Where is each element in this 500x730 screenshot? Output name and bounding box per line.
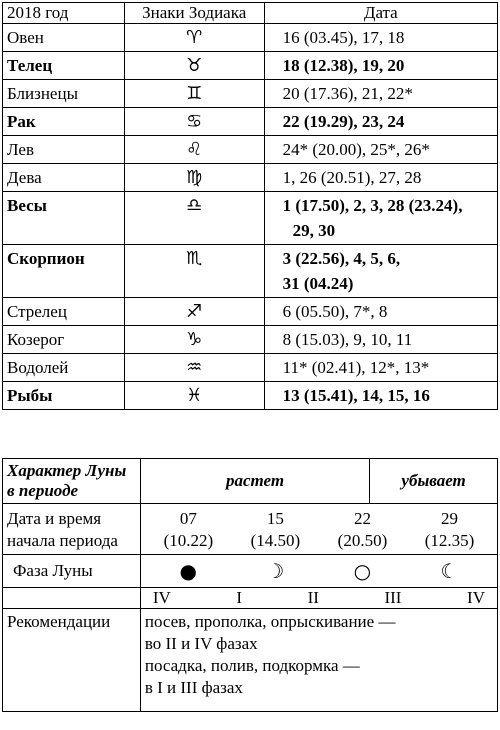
- table-row: [3, 326, 498, 354]
- recommendation-line: в I и III фазах: [144, 678, 243, 697]
- sign-name: Телец: [3, 52, 125, 80]
- sign-dates: 20 (17.36), 21, 22*: [264, 80, 497, 108]
- sign-name: Дева: [3, 164, 125, 192]
- period-date: [319, 508, 406, 552]
- capricorn-icon: ♑: [124, 326, 264, 354]
- phase-numbers: [145, 588, 493, 608]
- sign-name: Близнецы: [3, 80, 125, 108]
- recommendation-line: во II и IV фазах: [144, 634, 258, 653]
- period-date: [406, 508, 493, 552]
- aquarius-icon: ♒: [124, 354, 264, 382]
- period-time: (14.50): [250, 531, 301, 550]
- table-row: [3, 382, 498, 410]
- sign-dates-line-2: 31 (04.24): [282, 274, 354, 293]
- sign-name: Стрелец: [3, 298, 125, 326]
- libra-icon: ♎: [124, 192, 264, 245]
- sign-dates: [264, 245, 497, 298]
- period-date: [232, 508, 319, 552]
- table-row: [3, 108, 498, 136]
- zodiac-table: [2, 2, 498, 410]
- recommendations-label: Рекомендации: [3, 609, 141, 712]
- year-header: 2018 год: [3, 3, 125, 24]
- recommendation-line: посадка, полив, подкормка —: [144, 656, 360, 675]
- period-label-line-1: Дата и время: [7, 509, 102, 528]
- recommendations-row: [3, 609, 498, 712]
- sign-name: Овен: [3, 24, 125, 52]
- sign-dates: 8 (15.03), 9, 10, 11: [264, 326, 497, 354]
- moon-phase-table: [2, 458, 498, 712]
- table-row: [3, 192, 498, 245]
- period-time: (20.50): [337, 531, 388, 550]
- phase-number: IV: [467, 588, 485, 607]
- table-row: [3, 24, 498, 52]
- table-row: [3, 52, 498, 80]
- table-row: [3, 298, 498, 326]
- leo-icon: ♌: [124, 136, 264, 164]
- first-quarter-moon-icon: ☽: [266, 559, 285, 583]
- sign-name: Рыбы: [3, 382, 125, 410]
- sign-name: Рак: [3, 108, 125, 136]
- period-time: (12.35): [424, 531, 475, 550]
- sign-name: Скорпион: [3, 245, 125, 298]
- sign-name: Водолей: [3, 354, 125, 382]
- table-row: [3, 80, 498, 108]
- period-dates: [145, 508, 493, 552]
- sign-dates: [264, 192, 497, 245]
- moon-growing: растет: [140, 459, 369, 504]
- scorpio-icon: ♏: [124, 245, 264, 298]
- sign-dates: 11* (02.41), 12*, 13*: [264, 354, 497, 382]
- last-quarter-moon-icon: ☾: [440, 559, 459, 583]
- period-start-label: [3, 504, 141, 555]
- sign-name: Весы: [3, 192, 125, 245]
- phase-number-row: [3, 588, 498, 609]
- moon-character-label-line-2: в периоде: [7, 481, 79, 500]
- moon-character-row: [3, 459, 498, 504]
- new-moon-icon: ○: [353, 559, 372, 583]
- phase-number: I: [236, 588, 243, 607]
- signs-header: Знаки Зодиака: [124, 3, 264, 24]
- sign-dates-line-2: 29, 30: [292, 221, 336, 240]
- zodiac-header-row: [3, 3, 498, 24]
- taurus-icon: ♉: [124, 52, 264, 80]
- sign-dates-line-1: 1 (17.50), 2, 3, 28 (23.24),: [282, 196, 463, 215]
- table-row: [3, 354, 498, 382]
- recommendation-line: посев, прополка, опрыскивание —: [144, 612, 396, 631]
- virgo-icon: ♍: [124, 164, 264, 192]
- moon-character-label-line-1: Характер Луны: [7, 461, 127, 480]
- gemini-icon: ♊: [124, 80, 264, 108]
- sign-dates: 22 (19.29), 23, 24: [264, 108, 497, 136]
- period-start-row: [3, 504, 498, 555]
- sign-name: Лев: [3, 136, 125, 164]
- table-row: [3, 245, 498, 298]
- period-day: 15: [266, 509, 284, 528]
- period-day: 07: [179, 509, 197, 528]
- period-dates-cell: [140, 504, 497, 555]
- sign-dates: 16 (03.45), 17, 18: [264, 24, 497, 52]
- phase-numbers-cell: [140, 588, 497, 609]
- phase-number-spacer: [3, 588, 141, 609]
- recommendations-text: [140, 609, 497, 712]
- phase-icons: [145, 555, 493, 587]
- sagittarius-icon: ♐: [124, 298, 264, 326]
- sign-dates: 6 (05.50), 7*, 8: [264, 298, 497, 326]
- period-time: (10.22): [163, 531, 214, 550]
- moon-waning: убывает: [370, 459, 498, 504]
- phase-label: Фаза Луны: [3, 555, 141, 588]
- aries-icon: ♈: [124, 24, 264, 52]
- phase-icons-cell: [140, 555, 497, 588]
- pisces-icon: ♓: [124, 382, 264, 410]
- dates-header: Дата: [264, 3, 497, 24]
- table-row: [3, 164, 498, 192]
- phase-number: II: [307, 588, 319, 607]
- table-row: [3, 136, 498, 164]
- cancer-icon: ♋: [124, 108, 264, 136]
- period-date: [145, 508, 232, 552]
- sign-dates: 1, 26 (20.51), 27, 28: [264, 164, 497, 192]
- sign-dates-line-1: 3 (22.56), 4, 5, 6,: [282, 249, 401, 268]
- sign-dates: 24* (20.00), 25*, 26*: [264, 136, 497, 164]
- sign-name: Козерог: [3, 326, 125, 354]
- moon-character-label: [3, 459, 141, 504]
- phase-number: III: [384, 588, 402, 607]
- moon-phase-row: [3, 555, 498, 588]
- period-day: 29: [441, 509, 458, 528]
- sign-dates: 18 (12.38), 19, 20: [264, 52, 497, 80]
- full-moon-icon: ●: [179, 559, 197, 583]
- phase-number: IV: [152, 588, 171, 607]
- sign-dates: 13 (15.41), 14, 15, 16: [264, 382, 497, 410]
- period-day: 22: [353, 509, 371, 528]
- period-label-line-2: начала периода: [7, 531, 118, 550]
